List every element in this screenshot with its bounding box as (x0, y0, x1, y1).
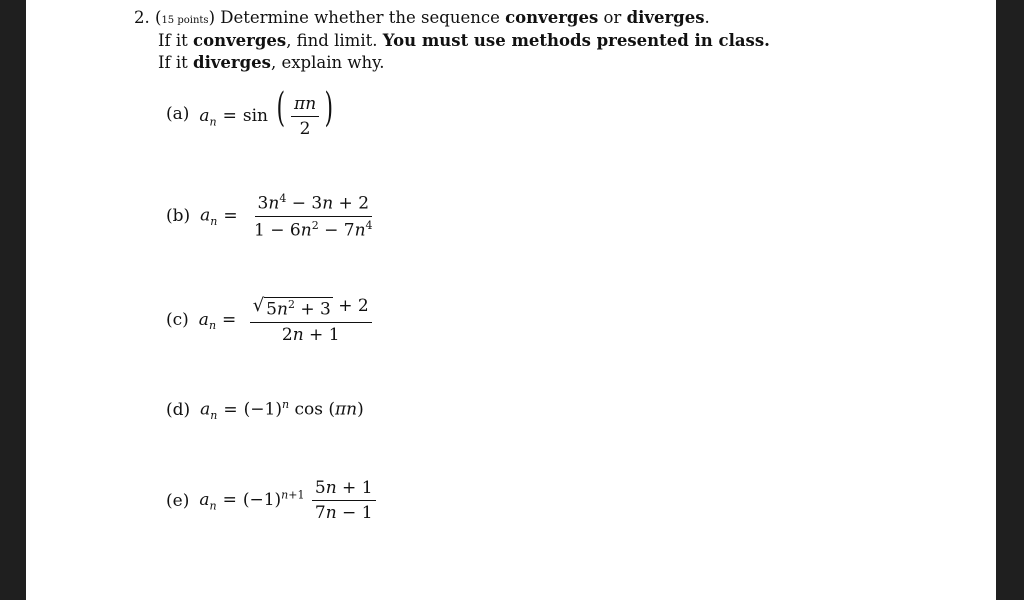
part-e (166, 478, 378, 523)
problem-points: 15 points (161, 15, 209, 26)
part-b-label: (b) (166, 206, 191, 227)
part-d-label: (d) (166, 400, 191, 421)
part-c-label: (c) (166, 310, 189, 331)
part-a-formula: $a_n = \sin$ ( $\frac{\pi n}{2}$ ) (199, 85, 334, 139)
problem-statement-line-2 (158, 31, 770, 50)
part-d (166, 398, 364, 422)
diverges-bold: diverges (626, 8, 705, 27)
part-b (166, 192, 378, 240)
part-e-label: (e) (166, 490, 190, 511)
period: . (704, 8, 710, 27)
line3-post: , explain why. (270, 53, 385, 72)
statement-text: Determine whether the sequence (220, 8, 500, 27)
part-a (166, 85, 337, 139)
or-text: or (603, 8, 622, 27)
line2-converges: converges (193, 31, 287, 50)
part-c (166, 296, 374, 345)
part-c-formula: $a_n$ = √ $5n^2 + 3$ + 2 2n + 1 (199, 296, 374, 345)
line3-diverges: diverges (193, 53, 271, 72)
line2-mid: , find limit. (286, 31, 378, 50)
problem-statement-line-3 (158, 53, 384, 72)
part-e-formula: $a_n = (-1)^{n+1}$ $\frac{5n + 1}{7n - 1}$ (199, 478, 377, 523)
problem-statement-line-1: 2. (15 points) Determine whether the sequence converges or diverges. (134, 8, 710, 27)
converges-bold: converges (505, 8, 599, 27)
part-d-formula: $a_n = (-1)^n$ cos (πn) (200, 398, 364, 423)
line2-prefix: If it (158, 31, 188, 50)
problem-number: 2. (134, 8, 150, 27)
part-b-formula: $a_n$ = $\frac{3n^4 - 3n + 2}{1 - 6n^2 - 7n^4}$ (200, 192, 373, 241)
document-page (26, 0, 996, 600)
part-a-label: (a) (166, 103, 190, 124)
line2-instruction: You must use methods presented in class. (382, 31, 770, 50)
line3-prefix: If it (158, 53, 188, 72)
